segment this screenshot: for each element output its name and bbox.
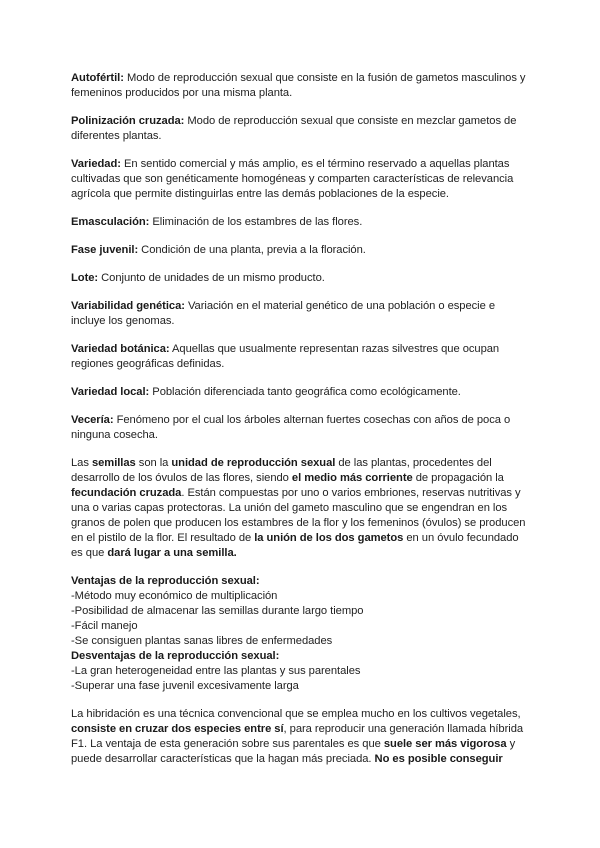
definition-text: Condición de una planta, previa a la floración. bbox=[138, 244, 366, 256]
definition-term: Polinización cruzada: bbox=[71, 115, 185, 127]
seeds-run-bold: fecundación cruzada bbox=[71, 487, 182, 499]
definition-variedad-local bbox=[71, 385, 531, 400]
definition-lote bbox=[71, 271, 531, 286]
seeds-run-bold: unidad de reproducción sexual bbox=[171, 457, 336, 469]
definition-variedad bbox=[71, 157, 531, 202]
definition-text: Fenómeno por el cual los árboles alternan fuertes cosechas con años de poca o ninguna cosecha. bbox=[71, 414, 511, 441]
hybrid-run: , para reproducir una generación llamada híbrida F1. La ventaja de esta generación sobre sus parentales es que bbox=[71, 723, 524, 750]
disadvantage-item: -La gran heterogeneidad entre las plantas y sus parentales bbox=[71, 665, 361, 677]
definition-text: Modo de reproducción sexual que consiste en la fusión de gametos masculinos y femeninos producidos por una misma planta. bbox=[71, 72, 526, 99]
advantage-item: -Posibilidad de almacenar las semillas durante largo tiempo bbox=[71, 605, 364, 617]
definition-term: Variedad local: bbox=[71, 386, 150, 398]
seeds-run: de propagación la bbox=[412, 472, 504, 484]
seeds-run: de las plantas, procedentes del desarrollo de los óvulos de las flores, siendo bbox=[71, 457, 492, 484]
seeds-run-bold: semillas bbox=[91, 457, 136, 469]
definition-text: Población diferenciada tanto geográfica como ecológicamente. bbox=[149, 386, 461, 398]
definition-autofertil bbox=[71, 71, 531, 101]
hybrid-run-bold: consiste en cruzar dos especies entre sí bbox=[71, 723, 284, 735]
definition-variedad-botanica bbox=[71, 342, 531, 372]
definition-term: Emasculación: bbox=[71, 216, 150, 228]
seeds-run-bold: la unión de los dos gametos bbox=[254, 532, 404, 544]
hybrid-run-bold: suele ser más vigorosa bbox=[383, 738, 507, 750]
definition-text: Modo de reproducción sexual que consiste en mezclar gametos de diferentes plantas. bbox=[71, 115, 517, 142]
disadvantage-item: -Superar una fase juvenil excesivamente larga bbox=[71, 680, 299, 692]
seeds-run: Las bbox=[71, 457, 92, 469]
document-page bbox=[71, 71, 531, 780]
definition-fase-juvenil bbox=[71, 243, 531, 258]
definition-term: Variedad botánica: bbox=[71, 343, 170, 355]
disadvantages-heading: Desventajas de la reproducción sexual: bbox=[71, 650, 280, 662]
seeds-run-bold: dará lugar a una semilla. bbox=[107, 547, 237, 559]
hybrid-run: La hibridación es una técnica convencional que se emplea mucho en los cultivos vegetales, bbox=[71, 708, 521, 720]
definition-text: Variación en el material genético de una población o especie e incluye los genomas. bbox=[71, 300, 496, 327]
definition-text: Conjunto de unidades de un mismo producto. bbox=[98, 272, 325, 284]
advantages-heading: Ventajas de la reproducción sexual: bbox=[71, 575, 260, 587]
hybrid-run: y puede desarrollar características que la hagan más preciada. bbox=[71, 738, 516, 765]
definition-term: Vecería: bbox=[71, 414, 114, 426]
definition-term: Variedad: bbox=[71, 158, 121, 170]
definition-text: Eliminación de los estambres de las flores. bbox=[149, 216, 363, 228]
definition-text: En sentido comercial y más amplio, es el término reservado a aquellas plantas cultivadas que son genéticamente homogéneas y comparten características de relevancia agrícola que permite distinguirlas entre las demás poblaciones de la especie. bbox=[71, 158, 514, 200]
advantage-item: -Fácil manejo bbox=[71, 620, 138, 632]
definition-veceria bbox=[71, 413, 531, 443]
definition-variabilidad-genetica bbox=[71, 299, 531, 329]
definition-text: Aquellas que usualmente representan razas silvestres que ocupan regiones geográficas definidas. bbox=[71, 343, 500, 370]
definition-term: Variabilidad genética: bbox=[71, 300, 185, 312]
seeds-run: . Están compuestas por uno o varios embriones, reservas nutritivas y una o varias capas protectoras. La unión del gameto masculino que se engendran en los granos de polen que producen los estambres de la flor y los femeninos (óvulos) se producen en el pistilo de la flor. El resultado de bbox=[71, 487, 526, 544]
advantage-item: -Método muy económico de multiplicación bbox=[71, 590, 278, 602]
definition-polinizacion-cruzada bbox=[71, 114, 531, 144]
seeds-run: en un óvulo fecundado es que bbox=[71, 532, 519, 559]
definition-term: Fase juvenil: bbox=[71, 244, 139, 256]
hybrid-run-bold: No es posible conseguir bbox=[374, 753, 503, 765]
definition-emasculacion bbox=[71, 215, 531, 230]
advantage-item: -Se consiguen plantas sanas libres de enfermedades bbox=[71, 635, 333, 647]
hybrid-paragraph bbox=[71, 707, 531, 767]
definition-term: Lote: bbox=[71, 272, 99, 284]
seeds-run: son la bbox=[135, 457, 172, 469]
seeds-paragraph bbox=[71, 456, 531, 561]
seeds-run-bold: el medio más corriente bbox=[291, 472, 413, 484]
definition-term: Autofértil: bbox=[71, 72, 124, 84]
reproduction-lists bbox=[71, 574, 531, 694]
